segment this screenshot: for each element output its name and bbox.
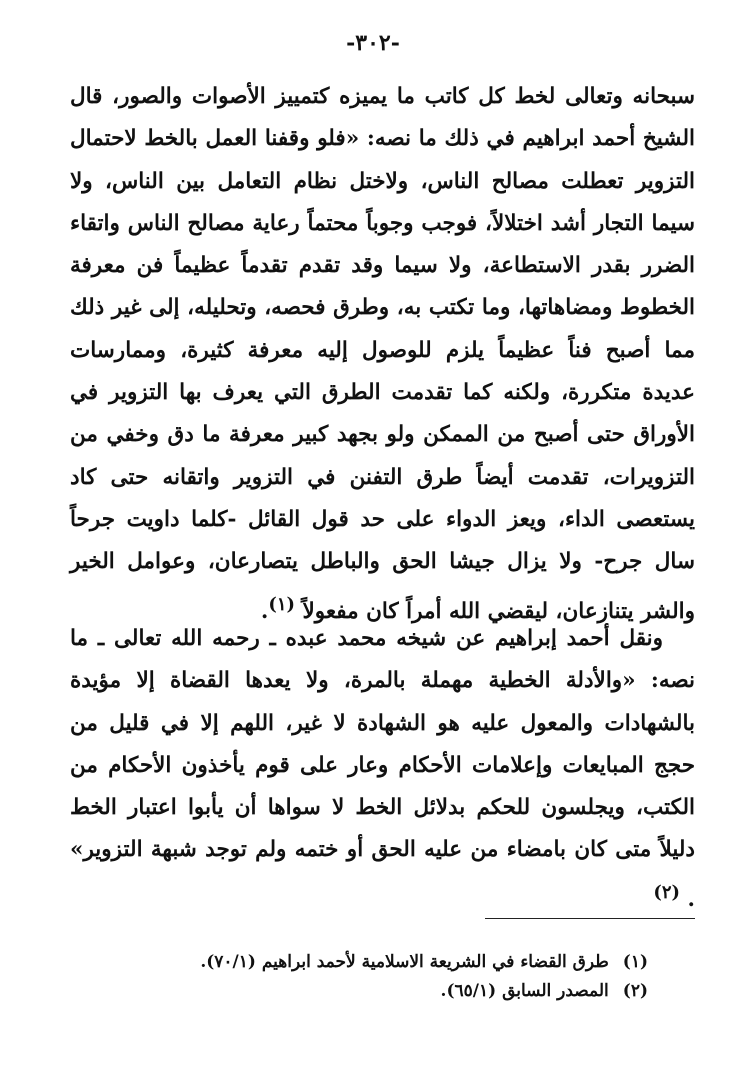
footnote-reference: (٢): [653, 881, 680, 903]
footnotes-list: [88, 948, 648, 1006]
page-number: -٣٠٢-: [346, 30, 400, 56]
body-paragraph: [70, 618, 695, 921]
footnote-text: المصدر السابق (٦٥/١).: [440, 981, 609, 1001]
footnote-marker: (١): [622, 952, 648, 972]
footnote: [88, 948, 648, 977]
footnote-reference: (١): [268, 593, 295, 615]
body-paragraph: سبحانه وتعالى لخط كل كاتب ما يميزه كتمييز الأصوات والصور، قال الشيخ أحمد ابراهيم في ذلك ما نصه: «فلو وقفنا العمل بالخط لاحتمال التزوير تعطلت مصالح الناس، ولاختل نظام التعامل بين الناس، ولا سيما التجار أشد اختلالاً، فوجب وجوباً محتماً رعاية مصالح الناس واتقاء الضرر بقدر الاستطاعة، ولا سيما وقد تقدم تقدماً عظيماً فن معرفة الخطوط ومضاهاتها، وما تكتب به، وطرق فحصه، وتحليله، إلى غير ذلك مما أصبح فناً عظيماً يلزم للوصول إليه معرفة كثيرة، وممارسات عديدة متكررة، ولكنه كما تقدمت الطرق التي يعرف بها التزوير في الأوراق حتى أصبح من الممكن ولو بجهد كبير معرفة ما دق وخفي من التزويرات، تقدمت أيضاً طرق التفنن في التزوير واتقانه حتى كاد يستعصى الداء، ويعز الدواء على حد قول القائل -كلما داويت جرحاً سال جرح- ولا يزال جيشا الحق والباطل يتصارعان، وعوامل الخير والشر يتنازعان، ليقضي الله أمراً كان مفعولاً $^{(١)}$.: [70, 84, 695, 624]
paragraph-text: سبحانه وتعالى لخط كل كاتب ما يميزه كتمييز الأصوات والصور، قال الشيخ أحمد ابراهيم في ذلك ما نصه: «فلو وقفنا العمل بالخط لاحتمال التزوير تعطلت مصالح الناس، ولاختل نظام التعامل بين الناس، ولا سيما التجار أشد اختلالاً، فوجب وجوباً محتماً رعاية مصالح الناس واتقاء الضرر بقدر الاستطاعة، ولا سيما وقد تقدم تقدماً عظيماً فن معرفة الخطوط ومضاهاتها، وما تكتب به، وطرق فحصه، وتحليله، إلى غير ذلك مما أصبح فناً عظيماً يلزم للوصول إليه معرفة كثيرة، وممارسات عديدة متكررة، ولكنه كما تقدمت الطرق التي يعرف بها التزوير في الأوراق حتى أصبح من الممكن ولو بجهد كبير معرفة ما دق وخفي من التزويرات، تقدمت أيضاً طرق التفنن في التزوير واتقانه حتى كاد يستعصى الداء، ويعز الدواء على حد قول القائل -كلما داويت جرحاً سال جرح- ولا يزال جيشا الحق والباطل يتصارعان، وعوامل الخير والشر يتنازعان، ليقضي الله أمراً كان مفعولاً: [70, 84, 695, 624]
paragraph-text: ونقل أحمد إبراهيم عن شيخه محمد عبده ـ رحمه الله تعالى ـ ما نصه: «والأدلة الخطية مهملة بالمرة، ولا يعدها القضاة إلا مؤيدة بالشهادات والمعول عليه هو الشهادة لا غير، اللهم إلا في قليل من حجج المبايعات وإعلامات الأحكام وعار على قوم يأخذون الأحكام من الكتب، ويجلسون للحكم بدلائل الخط لا سواها أن يأبوا اعتبار الخط دليلاً متى كان بامضاء من عليه الحق أو ختمه ولم توجد شبهة التزوير» .: [70, 626, 695, 912]
footnote: [88, 977, 648, 1006]
footnote-marker: (٢): [622, 981, 648, 1001]
footnote-text: طرق القضاء في الشريعة الاسلامية لأحمد ابراهيم (٧٠/١).: [200, 952, 609, 972]
footnote-separator: [485, 918, 695, 919]
